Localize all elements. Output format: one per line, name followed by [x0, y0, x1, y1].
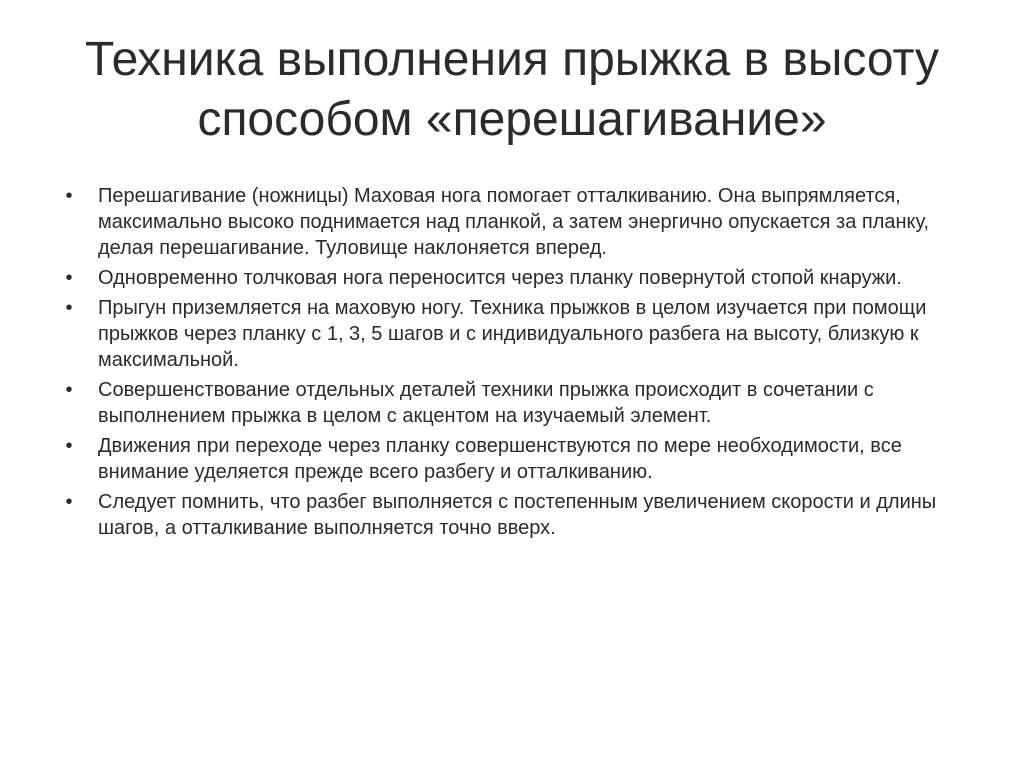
- bullet-icon: •: [65, 491, 73, 513]
- bullet-icon: •: [65, 297, 73, 319]
- bullet-icon: •: [65, 379, 73, 401]
- bullet-text: Прыгун приземляется на маховую ногу. Техника прыжков в целом изучается при помощи прыжков через планку с 1, 3, 5 шагов и с индивидуального разбега на высоту, близкую к максимальной.: [98, 297, 927, 371]
- bullet-item: [62, 183, 982, 261]
- slide-title: Техника выполнения прыжка в высоту способом «перешагивание»: [84, 33, 940, 146]
- bullet-item: [62, 295, 982, 373]
- bullet-item: [62, 433, 982, 485]
- bullet-list: [62, 183, 982, 545]
- bullet-text: Следует помнить, что разбег выполняется с постепенным увеличением скорости и длины шагов, а отталкивание выполняется точно вверх.: [98, 491, 937, 539]
- bullet-icon: •: [65, 267, 73, 289]
- bullet-item: [62, 489, 982, 541]
- bullet-text: Одновременно толчковая нога переносится через планку повернутой стопой кнаружи.: [98, 267, 902, 289]
- bullet-item: [62, 377, 982, 429]
- bullet-text: Движения при переходе через планку совершенствуются по мере необходимости, все внимание уделяется прежде всего разбегу и отталкиванию.: [98, 435, 902, 483]
- bullet-text: Совершенствование отдельных деталей техники прыжка происходит в сочетании с выполнением прыжка в целом с акцентом на изучаемый элемент.: [98, 379, 874, 427]
- bullet-item: [62, 265, 982, 291]
- bullet-icon: •: [65, 435, 73, 457]
- bullet-text: Перешагивание (ножницы) Маховая нога помогает отталкиванию. Она выпрямляется, максимально высоко поднимается над планкой, а затем энергично опускается за планку, делая перешагивание. Туловище наклоняется вперед.: [98, 185, 930, 259]
- bullet-icon: •: [65, 185, 73, 207]
